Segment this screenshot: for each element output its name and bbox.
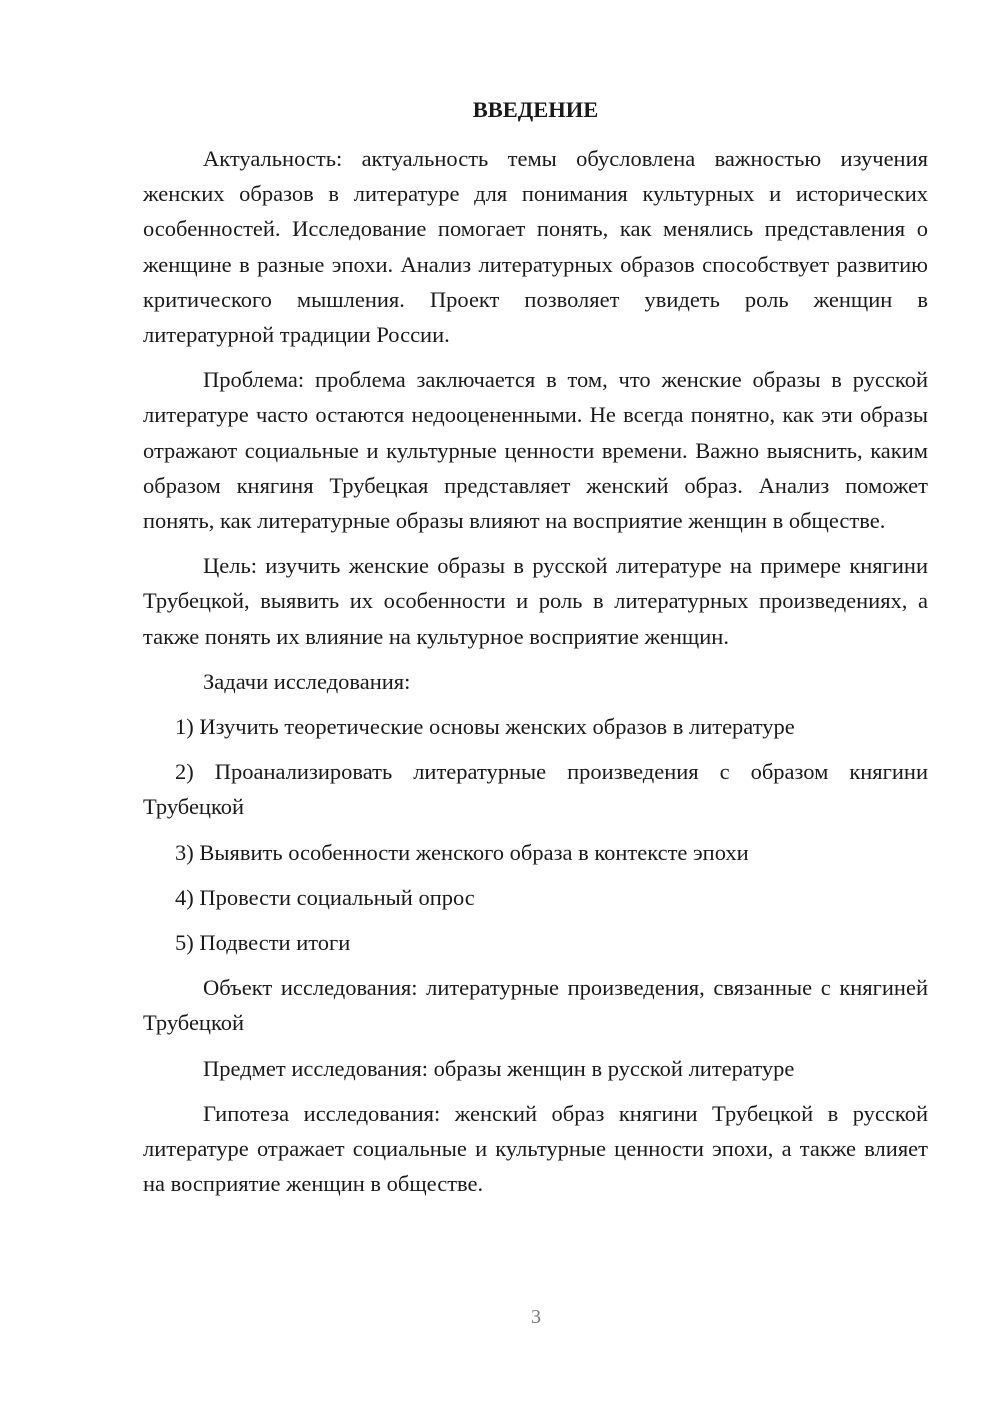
task-item-3: 3) Выявить особенности женского образа в контексте эпохи (175, 839, 749, 865)
paragraph-object: Объект исследования: литературные произведения, связанные с княгиней Трубецкой (143, 975, 928, 1036)
tasks-heading: Задачи исследования: (203, 668, 411, 694)
paragraph-relevance: Актуальность: актуальность темы обусловлена важностью изучения женских образов в литературе для понимания культурных и исторических особенностей. Исследование помогает понять, как менялись представления о женщине в разные эпохи. Анализ литературных образов способствует развитию критического мышления. Проект позволяет увидеть роль женщин в литературной традиции России. (143, 146, 928, 348)
page-content (143, 92, 928, 1211)
paragraph-hypothesis: Гипотеза исследования: женский образ княгини Трубецкой в русской литературе отражает социальные и культурные ценности эпохи, а также влияет на восприятие женщин в обществе. (143, 1100, 928, 1197)
task-item-5: 5) Подвести итоги (175, 930, 351, 956)
section-title: ВВЕДЕНИЕ (472, 97, 599, 122)
task-item-4: 4) Провести социальный опрос (175, 884, 475, 910)
paragraph-subject: Предмет исследования: образы женщин в русской литературе (203, 1055, 795, 1081)
tasks-list (143, 709, 928, 960)
page-number: 3 (531, 1306, 541, 1328)
paragraph-problem: Проблема: проблема заключается в том, что женские образы в русской литературе часто остаются недооцененными. Не всегда понятно, как эти образы отражают социальные и культурные ценности времени. Важно выяснить, каким образом княгиня Трубецкая представляет женский образ. Анализ поможет понять, как литературные образы влияют на восприятие женщин в обществе. (143, 367, 928, 534)
task-item-2: 2) Проанализировать литературные произведения с образом княгини Трубецкой (143, 759, 928, 820)
paragraph-goal: Цель: изучить женские образы в русской литературе на примере княгини Трубецкой, выявить их особенности и роль в литературных произведениях, а также понять их влияние на культурное восприятие женщин. (143, 553, 928, 649)
task-item-1: 1) Изучить теоретические основы женских образов в литературе (175, 714, 795, 740)
